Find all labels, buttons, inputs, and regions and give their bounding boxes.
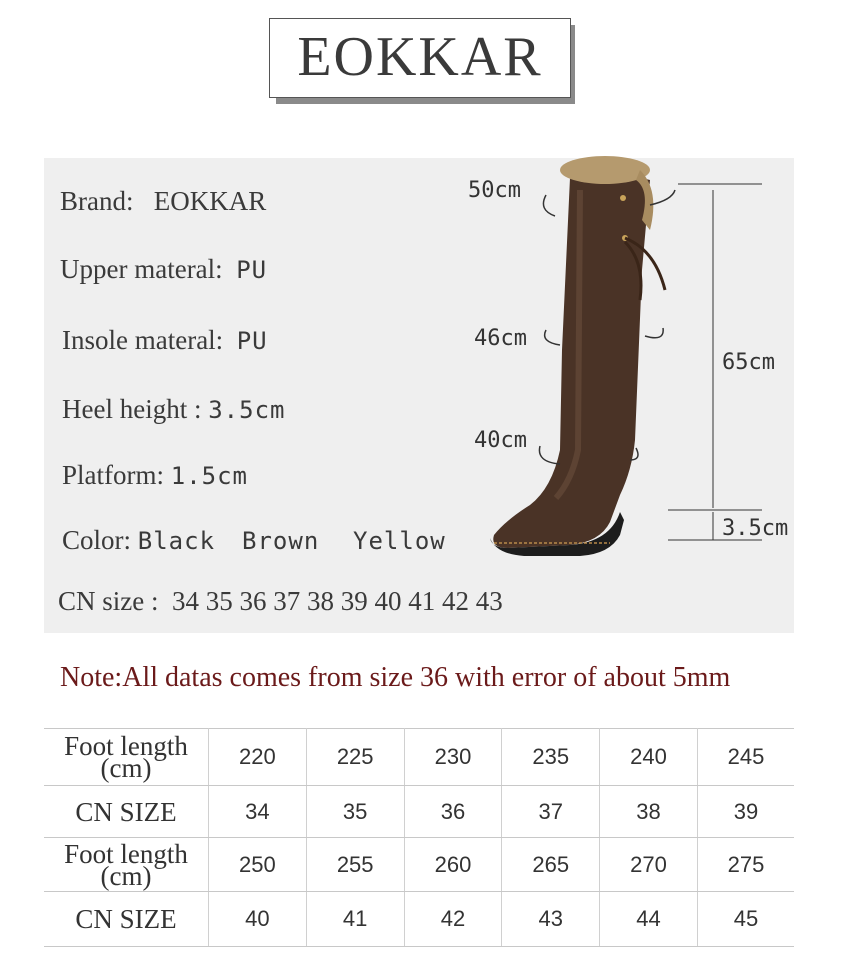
spec-heel-label: Heel height : (62, 394, 202, 424)
note-text: Note:All datas comes from size 36 with error of about 5mm (60, 662, 731, 693)
table-cell: 220 (209, 729, 307, 786)
table-cell: 39 (697, 786, 794, 838)
spec-cn-size (58, 586, 503, 617)
spec-color-label: Color: (62, 525, 132, 555)
table-cell: 37 (502, 786, 600, 838)
brand-logo-text: EOKKAR (297, 26, 543, 88)
color-option-yellow: Yellow (353, 527, 446, 555)
spec-brand (60, 186, 266, 217)
foot-length-header: Foot length (cm) (44, 838, 209, 892)
brand-logo (269, 18, 571, 98)
table-cell: 41 (306, 892, 404, 947)
table-cell: 43 (502, 892, 600, 947)
spec-insole-value: PU (236, 327, 268, 355)
measure-shaft-height: 65cm (722, 350, 775, 375)
table-cell: 255 (306, 838, 404, 892)
table-cell: 44 (600, 892, 698, 947)
cn-size-header: CN SIZE (44, 892, 209, 947)
table-row (44, 892, 794, 947)
table-cell: 270 (600, 838, 698, 892)
spec-upper-value: PU (236, 256, 268, 284)
spec-upper (60, 254, 267, 285)
spec-insole-label: Insole materal: (62, 325, 224, 355)
spec-upper-label: Upper materal: (60, 254, 223, 284)
table-cell: 240 (600, 729, 698, 786)
table-cell: 35 (306, 786, 404, 838)
table-cell: 38 (600, 786, 698, 838)
spec-color (62, 525, 446, 556)
spec-platform (62, 460, 248, 491)
table-cell: 265 (502, 838, 600, 892)
table-cell: 260 (404, 838, 502, 892)
spec-size-values: 34 35 36 37 38 39 40 41 42 43 (172, 586, 503, 616)
boot-shaft (493, 174, 650, 548)
spec-heel (62, 394, 285, 425)
table-cell: 40 (209, 892, 307, 947)
table-cell: 42 (404, 892, 502, 947)
measure-low-circ: 40cm (474, 428, 527, 453)
table-row (44, 838, 794, 892)
spec-insole (62, 325, 268, 356)
table-cell: 225 (306, 729, 404, 786)
measure-mid-circ: 46cm (474, 326, 527, 351)
spec-size-label: CN size : (58, 586, 159, 616)
boot-illustration (460, 150, 800, 590)
foot-length-header: Foot length (cm) (44, 729, 209, 786)
spec-heel-value: 3.5cm (208, 396, 286, 424)
color-option-brown: Brown (242, 527, 320, 555)
size-table (44, 728, 794, 947)
measure-top-circ: 50cm (468, 178, 521, 203)
spec-platform-label: Platform: (62, 460, 164, 490)
table-cell: 245 (697, 729, 794, 786)
spec-brand-value: EOKKAR (153, 186, 267, 216)
cn-size-header: CN SIZE (44, 786, 209, 838)
table-cell: 275 (697, 838, 794, 892)
spec-platform-value: 1.5cm (170, 462, 248, 490)
color-option-black: Black (137, 527, 216, 555)
table-cell: 235 (502, 729, 600, 786)
table-cell: 34 (209, 786, 307, 838)
table-row (44, 729, 794, 786)
table-cell: 45 (697, 892, 794, 947)
table-cell: 250 (209, 838, 307, 892)
eyelet-1 (620, 195, 626, 201)
table-cell: 36 (404, 786, 502, 838)
table-cell: 230 (404, 729, 502, 786)
table-row (44, 786, 794, 838)
measure-heel-height: 3.5cm (722, 516, 789, 541)
spec-brand-label: Brand: (60, 186, 134, 216)
